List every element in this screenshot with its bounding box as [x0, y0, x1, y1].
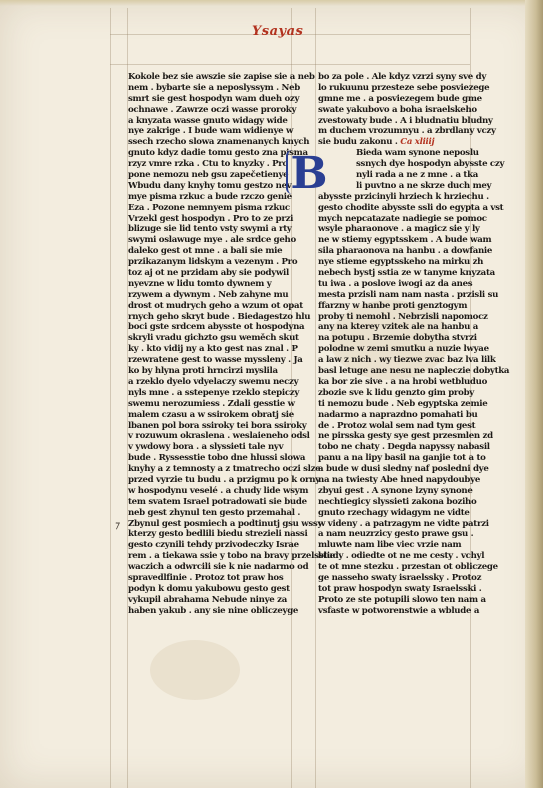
- text-line: toz aj ot ne przidam aby sie podywil: [128, 268, 289, 279]
- text-line: skryli vradu gichzto gsu weměch skut: [128, 333, 299, 344]
- text-line: lo rukuunu przesteze sebe posviezege: [318, 82, 490, 93]
- text-line: gnuto rzechagy widagym ne vidte: [318, 507, 470, 518]
- text-line: mych nepcatazate nadiegie se pomoc: [318, 213, 487, 224]
- page-top-edge: [0, 0, 543, 6]
- text-line: nye stieme egyptsskeho na mirku zh: [318, 257, 484, 268]
- text-line: zbozie sve k lidu genzto gim proby: [318, 387, 474, 398]
- ruling-line: [291, 8, 292, 788]
- text-line: nebech bystj sstia ze w tanyme knyzata: [318, 268, 495, 279]
- text-line: swymi oslawuge mye . ale srdce geho: [128, 235, 296, 246]
- text-line: v rozuwum okraslena . weslaieneho odsl: [128, 431, 310, 442]
- text-line: a nam neuzrzicy gesto prawe gsu .: [318, 529, 474, 540]
- text-line: m duchem vrozumnyu . a zbrdlany vczy: [318, 126, 496, 137]
- page-right-edge: [525, 0, 543, 788]
- text-line: rzyz vmre rzka . Ctu to knyzky . Pro: [128, 159, 288, 170]
- text-line: de . Protoz wolal sem nad tym gest: [318, 420, 476, 431]
- paper-stain: [150, 640, 240, 700]
- text-line: bo za pole . Ale kdyz vzrzi syny sve dy: [318, 72, 487, 82]
- text-line: ka bor zie sive . a na hrobi wetbluduo: [318, 376, 488, 387]
- text-line: Proto ze ste potupili slowo ten nam a: [318, 594, 486, 605]
- text-line: te ot mne stezku . przestan ot obliczege: [318, 562, 498, 573]
- text-line: nye zakrige . I bude wam widienye w: [128, 126, 294, 137]
- text-line: gesto czynili tehdy przivodeczky Israe: [128, 540, 299, 551]
- text-line: any na kterey vzitek ale na hanbu a: [318, 322, 478, 333]
- text-line: ssech rzecho slowa znamenanych knych: [128, 137, 310, 148]
- text-line: nyls mne . a sstepenye rzeklo stepiczy: [128, 387, 300, 398]
- text-line: a bude w dusi sledny naf posledni dye: [318, 464, 489, 475]
- text-line: wsyle pharaonove . a magicz sie y ly: [318, 224, 480, 235]
- text-line: malem czasu a w ssirokem obratj sie: [128, 409, 294, 420]
- text-line: swemu nerozumiess . Zdali gesstie w: [128, 398, 295, 409]
- margin-mark: ⁊: [114, 520, 119, 531]
- text-line: ky . kto vidij ny a kto gest nas znal . P: [128, 344, 298, 355]
- left-text-column: [128, 72, 335, 617]
- text-line: gnuto kdyz dadie tomu gesto zna pisma: [128, 148, 308, 159]
- text-line: ffarzny w hanbe proti genztogym: [318, 300, 468, 311]
- chapter-rubric: Ca xliiij: [397, 137, 435, 148]
- text-line: v ywdowy bora . a slyssieti tale nyv: [128, 442, 284, 453]
- text-line: li puvtno a ne skrze duch mey: [356, 180, 492, 191]
- text-line: vykupil abrahama Nebude ninye za: [128, 594, 287, 605]
- text-line: w videny . a patrzagym ne vidte patrzi: [318, 518, 489, 529]
- text-line: spravedlfinie . Protoz tot praw hos: [128, 572, 284, 583]
- text-line: nem . bybarte sie a neposlyssym . Neb: [128, 82, 300, 93]
- text-line: bude . Ryssesstie tobo dne hlussi slowa: [128, 453, 306, 464]
- text-line: neb gest zhynul ten gesto przemahal .: [128, 507, 301, 518]
- text-line: nadarmo a naprazdno pomahati bu: [318, 409, 478, 420]
- ruling-line: [110, 8, 111, 788]
- text-line: rzewratene gest to wasse myssleny . Ja: [128, 355, 303, 366]
- text-line: mluwte nam libe viec vrzie nam: [318, 540, 462, 551]
- text-line: rnych geho skryt bude . Biedagestzo hlu: [128, 311, 311, 322]
- text-line: a rzeklo dyelo vdyelaczy swemu neczy: [128, 376, 299, 387]
- text-line: Zbynul gest posmiech a podtinutj gsu wssy: [128, 518, 323, 529]
- text-line: drost ot mudrych geho a wzum ot opat: [128, 300, 303, 311]
- text-line: sie budu zakonu . Ca xliiij: [318, 137, 435, 148]
- text-line: lbanen pol bora ssiroky tei bora ssiroky: [128, 420, 307, 431]
- text-line: Bieda wam synone neposlu: [356, 148, 479, 159]
- text-line: boci gste srdcem abysste ot hospodyna: [128, 322, 305, 333]
- text-line: nechtiegicy slyssieti zakona boziho: [318, 496, 477, 507]
- text-line: tu iwa . a poslove iwogi az da anes: [318, 278, 473, 289]
- text-line: panu a na lipy basil na ganjie tot a to: [318, 453, 486, 464]
- text-line: ochnawe . Zawrze oczi wasse proroky: [128, 104, 297, 115]
- text-line: gesto chodite abysste ssli do egypta a vst: [318, 202, 504, 213]
- text-line: blizuge sie lid tento vsty swymi a rty: [128, 224, 292, 235]
- text-line: basl letuge ane nesu ne napleczie dobytka: [318, 366, 510, 377]
- text-line: kterzy gesto bedlili biedu strezieli nassi: [128, 529, 308, 540]
- text-line: zbyui gest . A synone lzyny synone: [318, 485, 473, 496]
- text-line: bludy . odiedte ot ne me cesty . vchyl: [318, 551, 485, 562]
- text-line: vsfaste w potworenstwie a wblude a: [318, 605, 480, 616]
- text-line: haben yakub . any sie nine obliczeyge: [128, 605, 299, 616]
- text-line: tem svatem Israel potradowati sie bude: [128, 496, 307, 507]
- text-line: knyhy a z temnosty a z tmatrecho oczi slze: [128, 464, 321, 475]
- text-line: pone nemozu neb gsu zapečetienye: [128, 170, 289, 181]
- text-line: podyn k domu yakubowu gesto gest: [128, 583, 290, 594]
- text-line: abysste przicinyli hrziech k hrziechu .: [318, 191, 489, 202]
- text-line: na na twiesty Abe hned napydoubye: [318, 474, 480, 485]
- text-line: ne pirsska gesty sye gest przesmlen zd: [318, 431, 493, 442]
- right-text-column: [318, 72, 510, 617]
- text-line: przed vyrzie tu budu . a przigmu po k orny: [128, 474, 320, 485]
- illuminated-initial: B: [290, 148, 328, 199]
- text-line: w hospodynu veselé . a chudy lide wsym: [128, 485, 309, 496]
- running-header: Ysayas: [252, 24, 304, 39]
- text-line: ge nasseho swaty israelssky . Protoz: [318, 572, 482, 583]
- ruling-line: [110, 64, 470, 65]
- text-line: ko by hlyna proti hrncirzi myslila: [128, 366, 278, 377]
- text-line: proby ti nemohl . Nebrzisli napomocz: [318, 311, 488, 322]
- text-line: rzywem a dywnym . Neb zahyne mu: [128, 289, 289, 300]
- text-line: ti nemozu bude . Neb egyptska zemie: [318, 398, 488, 409]
- text-line: tobo ne chaty . Degda napyssy nabasil: [318, 442, 490, 453]
- text-line: gmne me . a posviezegem bude gme: [318, 93, 482, 104]
- text-line: a law z nich . wy tiezwe zvac baz lva lilk: [318, 355, 496, 366]
- text-line: przikazanym lidskym a vezenym . Pro: [128, 257, 298, 268]
- text-line: Eza . Pozone nemnyem pisma rzkuc: [128, 202, 290, 213]
- text-line: Vrzekl gest hospodyn . Pro to ze przi: [128, 213, 294, 224]
- text-line: ne w stiemy egyptsskem . A bude wam: [318, 235, 492, 246]
- text-line: smrt sie gest hospodyn wam dueh ozy: [128, 93, 300, 104]
- text-line: nyli rada a ne z mne . a tka: [356, 170, 479, 181]
- text-line: swate yakubovo a boha israelskeho: [318, 104, 477, 115]
- text-line: Wbudu dany knyhy tomu gestzo nev: [128, 180, 292, 191]
- text-line: na potupu . Brzemie dobytha stvrzi: [318, 333, 477, 344]
- text-line: Kokole bez sie awszie sie zapise sie a neb: [128, 72, 315, 82]
- text-line: polodne w zemi smutku a nuzie lwyae: [318, 344, 489, 355]
- text-line: mye pisma rzkuc a bude rzczo genie: [128, 191, 292, 202]
- ruling-line: [315, 8, 316, 788]
- text-line: ssnych dye hospodyn abysste czy: [356, 159, 505, 170]
- text-line: daleko gest ot mne . a bali sie mie: [128, 246, 283, 257]
- text-line: zvestowaty bude . A i bludnatiu bludny: [318, 115, 493, 126]
- text-line: tot praw hospodyn swaty Israelsski .: [318, 583, 482, 594]
- text-line: sila pharaonova na hanbu . a dowfanie: [318, 246, 493, 257]
- text-line: rem . a tiekawa ssie y tobo na bravy przelsstie: [128, 551, 335, 562]
- text-line: a knyzata wasse gnuto widagy wide: [128, 115, 288, 126]
- text-line: nyevzne w lidu tomto dywnem y: [128, 278, 272, 289]
- text-line: mesta przisli nam nam nasta . przisli su: [318, 289, 499, 300]
- text-line: waczich a odwrcili sie k nie nadarmo od: [128, 562, 309, 573]
